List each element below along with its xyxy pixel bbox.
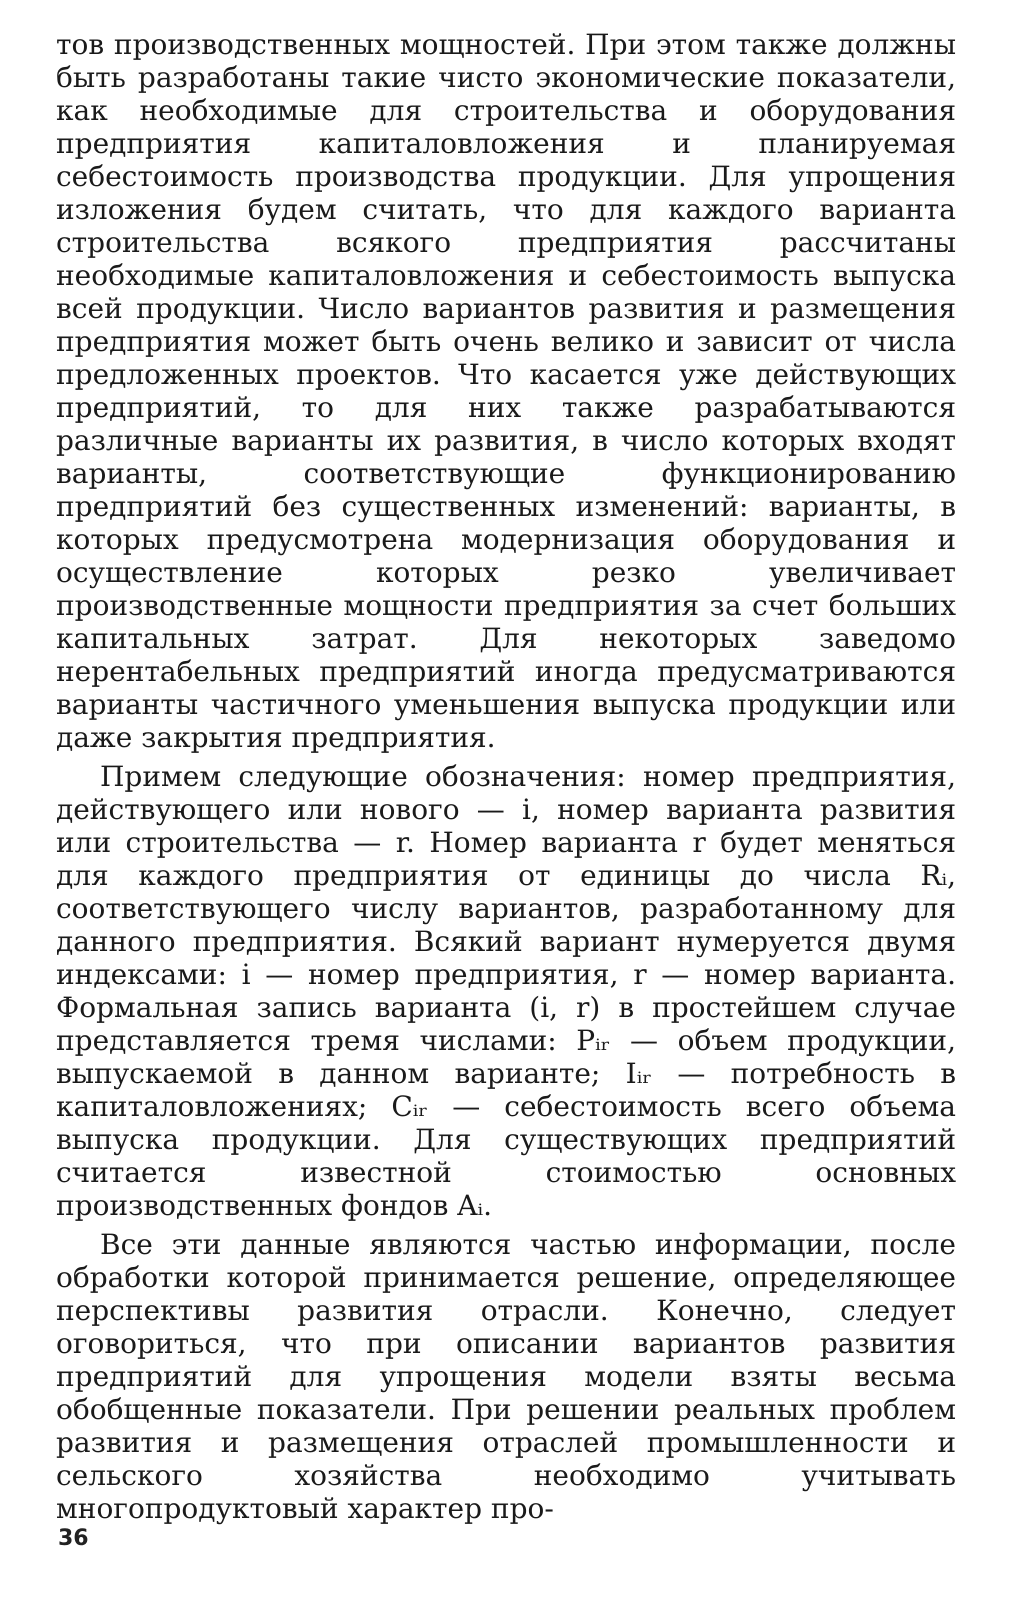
page-number: 36 bbox=[58, 1526, 89, 1551]
paragraph-2: Примем следующие обозначения: номер предприятия, действующего или нового — i, номер варианта развития или строительства — r. Номер варианта r будет меняться для каждого предприятия от единицы до числа Rᵢ, соответствующего числу вариантов, разработанному для данного предприятия. Всякий вариант нумеруется двумя индексами: i — номер предприятия, r — номер варианта. Формальная запись варианта (i, r) в простейшем случае представляется тремя числами: Pᵢᵣ — объем продукции, выпускаемой в данном варианте; Iᵢᵣ — потребность в капиталовложениях; Cᵢᵣ — себестоимость всего объема выпуска продукции. Для существующих предприятий считается известной стоимостью основных производственных фондов Aᵢ. bbox=[56, 760, 956, 1222]
paragraph-3: Все эти данные являются частью информации, после обработки которой принимается решение, определяющее перспективы развития отрасли. Конечно, следует оговориться, что при описании вариантов развития предприятий для упрощения модели взяты весьма обобщенные показатели. При решении реальных проблем развития и размещения отраслей промышленности и сельского хозяйства необходимо учитывать многопродуктовый характер про- bbox=[56, 1228, 956, 1525]
page-text-block bbox=[56, 28, 956, 1531]
paragraph-1: тов производственных мощностей. При этом также должны быть разработаны такие чисто экономические показатели, как необходимые для строительства и оборудования предприятия капиталовложения и планируемая себестоимость производства продукции. Для упрощения изложения будем считать, что для каждого варианта строительства всякого предприятия рассчитаны необходимые капиталовложения и себестоимость выпуска всей продукции. Число вариантов развития и размещения предприятия может быть очень велико и зависит от числа предложенных проектов. Что касается уже действующих предприятий, то для них также разрабатываются различные варианты их развития, в число которых входят варианты, соответствующие функционированию предприятий без существенных изменений: варианты, в которых предусмотрена модернизация оборудования и осуществление которых резко увеличивает производственные мощности предприятия за счет больших капитальных затрат. Для некоторых заведомо нерентабельных предприятий иногда предусматриваются варианты частичного уменьшения выпуска продукции или даже закрытия предприятия. bbox=[56, 28, 956, 754]
